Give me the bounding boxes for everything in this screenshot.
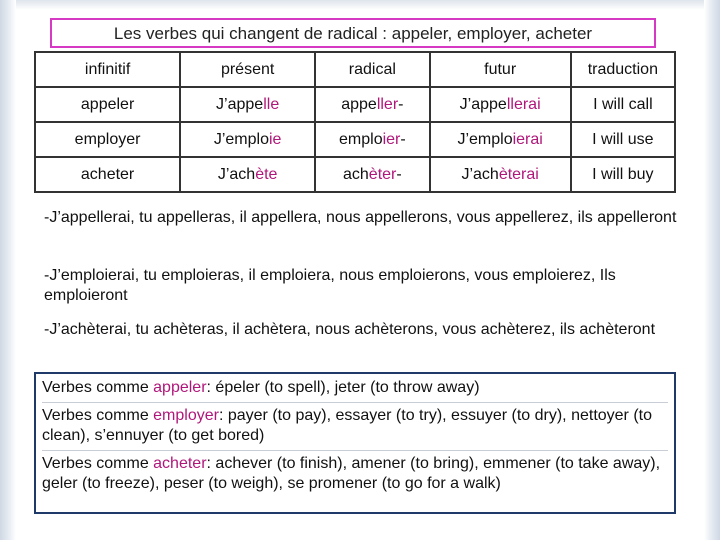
cell-traduction: I will use — [571, 122, 675, 157]
cell-present: J’appelle — [180, 87, 315, 122]
table-row — [35, 87, 675, 122]
similar-verbs-acheter: Verbes comme acheter: achever (to finish), amener (to bring), emmener (to take away), geler (to freeze), peser (to weigh), se promener (to go for a walk) — [42, 450, 668, 494]
cell-radical: achèter- — [315, 157, 430, 192]
cell-futur: J’appellerai — [430, 87, 571, 122]
header-infinitif: infinitif — [35, 52, 180, 87]
table-header-row — [35, 52, 675, 87]
conjugation-employer: -J’emploierai, tu emploieras, il emploiera, nous emploierons, vous emploierez, Ils emploieront — [44, 267, 616, 304]
cell-radical: appeller- — [315, 87, 430, 122]
slide-title: Les verbes qui changent de radical : appeler, employer, acheter — [50, 18, 656, 48]
cell-present: J’emploie — [180, 122, 315, 157]
cell-traduction: I will buy — [571, 157, 675, 192]
cell-futur: J’emploierai — [430, 122, 571, 157]
cell-present: J’achète — [180, 157, 315, 192]
cell-infinitif: employer — [35, 122, 180, 157]
similar-verbs-employer: Verbes comme employer: payer (to pay), essayer (to try), essuyer (to dry), nettoyer (to clean), s’ennuyer (to get bored) — [42, 402, 668, 446]
header-traduction: traduction — [571, 52, 675, 87]
conjugation-appeler: -J’appellerai, tu appelleras, il appellera, nous appellerons, vous appellerez, ils appelleront — [44, 209, 677, 226]
conjugation-table — [34, 51, 676, 193]
similar-verbs-box — [34, 372, 676, 514]
cell-futur: J’achèterai — [430, 157, 571, 192]
table-row — [35, 157, 675, 192]
cell-infinitif: appeler — [35, 87, 180, 122]
header-radical: radical — [315, 52, 430, 87]
cell-radical: emploier- — [315, 122, 430, 157]
header-futur: futur — [430, 52, 571, 87]
cell-traduction: I will call — [571, 87, 675, 122]
conjugation-acheter: -J’achèterai, tu achèteras, il achètera, nous achèterons, vous achèterez, ils achèteront — [44, 321, 656, 338]
cell-infinitif: acheter — [35, 157, 180, 192]
similar-verbs-appeler: Verbes comme appeler: épeler (to spell), jeter (to throw away) — [42, 379, 480, 396]
table-row — [35, 122, 675, 157]
header-present: présent — [180, 52, 315, 87]
